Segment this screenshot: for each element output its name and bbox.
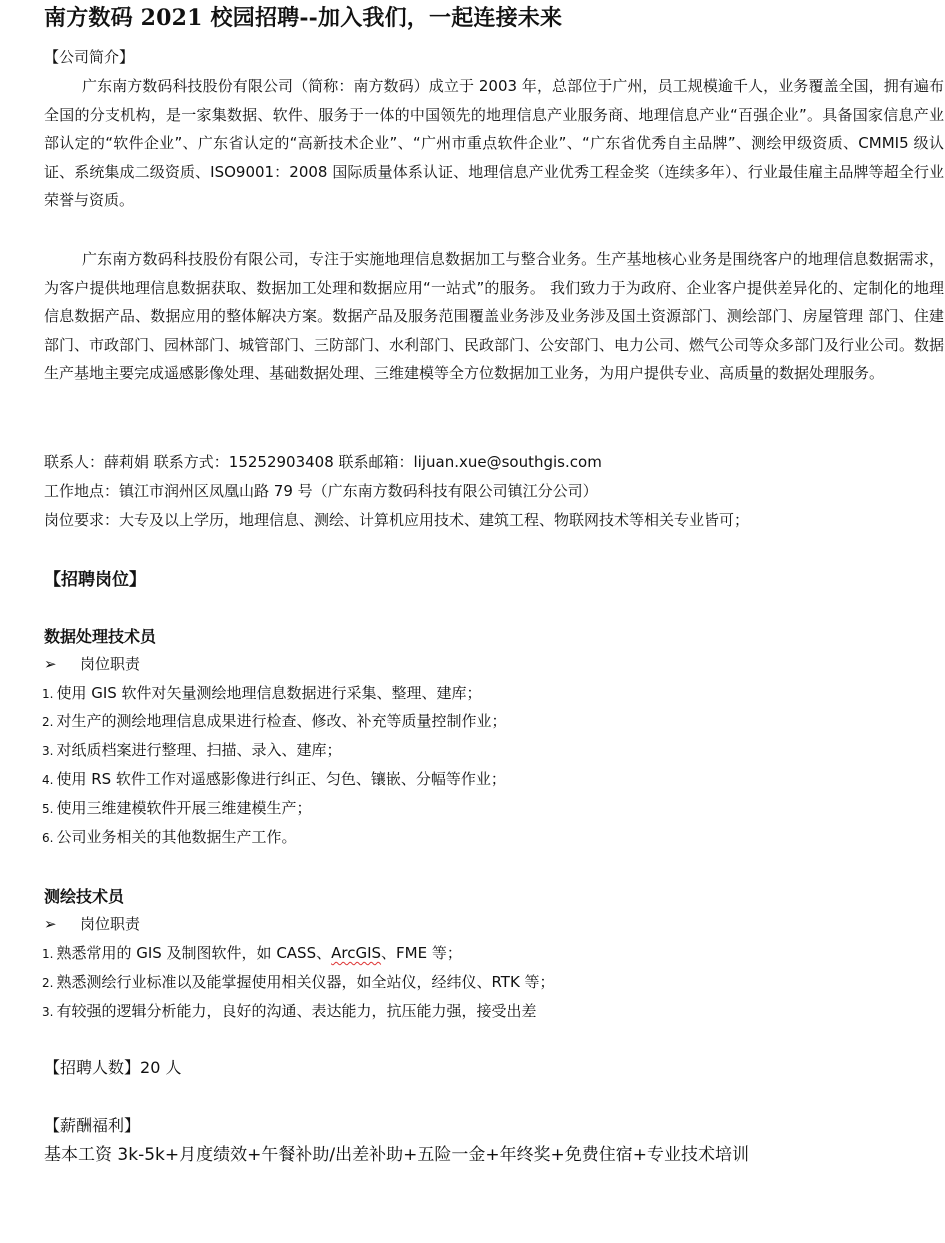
job2-duty-item: 2. 熟悉测绘行业标准以及能掌握使用相关仪器，如全站仪，经纬仪、RTK 等； bbox=[42, 973, 555, 991]
arrow-bullet-icon: ➢ bbox=[44, 655, 57, 673]
job1-duty-label-row bbox=[44, 653, 140, 674]
job2-duty-label: 岗位职责 bbox=[80, 915, 141, 933]
job-title-data-processing: 数据处理技术员 bbox=[44, 627, 157, 646]
job-title-surveying: 测绘技术员 bbox=[44, 887, 125, 906]
positions-heading: 【招聘岗位】 bbox=[44, 570, 146, 590]
page-title: 南方数码 2021 校园招聘--加入我们，一起连接未来 bbox=[44, 5, 563, 31]
benefits-text: 基本工资 3k-5k+月度绩效+午餐补助/出差补助+五险一金+年终奖+免费住宿+专业技术培训 bbox=[44, 1145, 750, 1165]
spellcheck-underlined-word: ArcGIS bbox=[331, 944, 382, 962]
job1-duty-item: 5. 使用三维建模软件开展三维建模生产； bbox=[42, 799, 312, 817]
intro-paragraph-1 bbox=[44, 72, 944, 215]
contact-line: 联系人：薛莉娟 联系方式：15252903408 联系邮箱：lijuan.xue@southgis.com bbox=[44, 453, 602, 471]
job1-duty-item: 1. 使用 GIS 软件对矢量测绘地理信息数据进行采集、整理、建库； bbox=[42, 684, 482, 702]
headcount-value: 20 人 bbox=[140, 1058, 182, 1077]
location-line: 工作地点：镇江市润州区凤凰山路 79 号（广东南方数码科技有限公司镇江分公司） bbox=[44, 482, 598, 500]
job1-duty-label: 岗位职责 bbox=[80, 655, 141, 673]
job1-duty-item: 3. 对纸质档案进行整理、扫描、录入、建库； bbox=[42, 741, 342, 759]
intro-paragraph-2 bbox=[44, 245, 944, 388]
intro-heading: 【公司简介】 bbox=[44, 48, 135, 66]
job2-duty-label-row bbox=[44, 913, 140, 934]
intro-paragraph-1-text: 广东南方数码科技股份有限公司（简称：南方数码）成立于 2003 年，总部位于广州，员工规模逾千人，业务覆盖全国，拥有遍布全国的分支机构，是一家集数据、软件、服务于一体的中国领先的地理信息产业服务商、地理信息产业“百强企业”。具备国家信息产业部认定的“软件企业”、广东省认定的“高新技术企业”、“广州市重点软件企业”、“广东省优秀自主品牌”、测绘甲级资质、CMMI5 级认证、系统集成二级资质、ISO9001：2008 国际质量体系认证、地理信息产业优秀工程金奖（连续多年）、行业最佳雇主品牌等超全行业荣誉与资质。 bbox=[44, 77, 944, 210]
arrow-bullet-icon: ➢ bbox=[44, 915, 57, 933]
job1-duty-item: 4. 使用 RS 软件工作对遥感影像进行纠正、匀色、镶嵌、分幅等作业； bbox=[42, 770, 506, 788]
requirement-line: 岗位要求：大专及以上学历，地理信息、测绘、计算机应用技术、建筑工程、物联网技术等相关专业皆可； bbox=[44, 511, 750, 529]
job2-duty-item: 1. 熟悉常用的 GIS 及制图软件，如 CASS、ArcGIS、FME 等； bbox=[42, 944, 462, 962]
headcount-line bbox=[44, 1058, 181, 1078]
job1-duty-item: 2. 对生产的测绘地理信息成果进行检查、修改、补充等质量控制作业； bbox=[42, 712, 507, 730]
benefits-heading: 【薪酬福利】 bbox=[44, 1116, 141, 1135]
job2-duty-item: 3. 有较强的逻辑分析能力，良好的沟通、表达能力，抗压能力强，接受出差 bbox=[42, 1002, 537, 1020]
job1-duty-item: 6. 公司业务相关的其他数据生产工作。 bbox=[42, 828, 297, 846]
headcount-label: 【招聘人数】 bbox=[44, 1058, 141, 1077]
intro-paragraph-2-text: 广东南方数码科技股份有限公司，专注于实施地理信息数据加工与整合业务。生产基地核心业务是围绕客户的地理信息数据需求，为客户提供地理信息数据获取、数据加工处理和数据应用“一站式”的服务。 我们致力于为政府、企业客户提供差异化的、定制化的地理信息数据产品、数据应用的整体解决方案。数据产品及服务范围覆盖业务涉及业务涉及国土资源部门、测绘部门、房屋管理 部门、住建部门、市政部门、园林部门、城管部门、三防部门、水利部门、民政部门、公安部门、电力公司、燃气公司等众多部门及行业公司。数据生产基地主要完成遥感影像处理、基础数据处理、三维建模等全方位数据加工业务，为用户提供专业、高质量的数据处理服务。 bbox=[44, 250, 945, 383]
